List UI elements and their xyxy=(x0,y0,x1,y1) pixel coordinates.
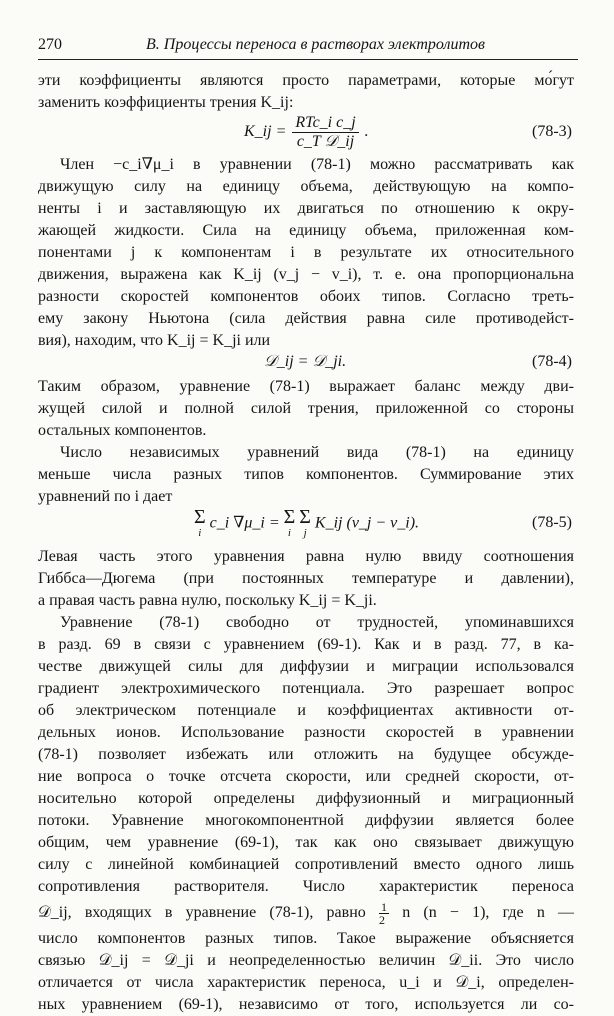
text-line: (78-1) позволяет избежать или отложить на будущее обсужде- xyxy=(38,746,574,763)
equation-78-4 xyxy=(38,352,574,376)
sum-glyph: Σ xyxy=(283,506,296,528)
equation-fraction xyxy=(292,114,358,151)
text-line: потоки. Уравнение многокомпонентной диффузии является более xyxy=(38,812,574,829)
text-line: уравнений по i дает xyxy=(38,488,173,505)
text-line: разности скоростей компонентов обоих типов. Согласно треть- xyxy=(38,288,574,305)
text-line: дельных ионов. Использование разности скоростей в уравнении xyxy=(38,724,574,741)
equation-number: (78-5) xyxy=(532,514,572,531)
text-line: об электрическом потенциале и коэффициентах активности от- xyxy=(38,702,574,719)
text-line: отличается от числа характеристик переноса, u_i и 𝒟_i, определен- xyxy=(38,974,574,991)
equation-number: (78-4) xyxy=(532,353,572,370)
equation-term: c_i ∇μ_i = xyxy=(209,514,280,532)
sum-symbol xyxy=(194,508,206,540)
fraction-numerator: 1 xyxy=(380,899,387,914)
text-line: общим, чем уравнение (69-1), так как оно связывает движущую xyxy=(38,834,574,851)
sum-index: j xyxy=(303,527,307,539)
sum-index: i xyxy=(198,527,202,539)
text-line: Левая часть этого уравнения равна нулю ввиду соотношения xyxy=(38,548,574,565)
text-line: честве движущей силы для диффузии и миграции использовался xyxy=(38,658,574,675)
page-number: 270 xyxy=(38,36,62,53)
text-line: ных уравнением (69-1), независимо от того, используется ли со- xyxy=(38,996,574,1013)
text-line: заменить коэффициенты трения K_ij: xyxy=(38,94,294,111)
text-line: жущей силой и полной силой трения, приложенной со стороны xyxy=(38,400,574,417)
text-fragment: n (n − 1), где n — xyxy=(402,904,575,921)
text-line: силу с линейной комбинацией сопротивлений вместо одного лишь xyxy=(38,856,574,873)
equation-term: K_ij (v_j − v_i). xyxy=(314,514,420,532)
text-line: меньше числа разных типов компонентов. Суммирование этих xyxy=(38,466,574,483)
text-line: понентами j к компонентам i в результате их относительного xyxy=(38,244,574,261)
running-header xyxy=(38,34,578,56)
sum-symbol xyxy=(284,508,296,540)
header-rule xyxy=(38,59,578,60)
text-line: Таким образом, уравнение (78-1) выражает баланс между дви- xyxy=(38,378,574,395)
text-line: число компонентов разных типов. Такое выражение объясняется xyxy=(38,930,574,947)
text-line: а правая часть равна нулю, поскольку K_ij = K_ji. xyxy=(38,592,377,609)
page-body xyxy=(38,70,574,1016)
equation-formula xyxy=(194,508,419,540)
sum-symbol xyxy=(299,508,311,540)
text-line: градиент электрохимического потенциала. Это разрешает вопрос xyxy=(38,680,574,697)
text-line: Член −c_i∇μ_i в уравнении (78-1) можно рассматривать как xyxy=(60,156,574,173)
fraction-numerator: RTc_i c_j xyxy=(292,114,358,133)
text-line: ненты i и заставляющую их двигаться по отношению к окру- xyxy=(38,200,574,217)
equation-lhs: K_ij = xyxy=(244,123,287,141)
equation-period: . xyxy=(364,123,369,141)
text-line: Гиббса—Дюгема (при постоянных температуре и давлении), xyxy=(38,570,574,587)
text-line: эти коэффициенты являются просто параметрами, которые мо́гут xyxy=(38,72,574,89)
equation-78-3 xyxy=(38,114,574,154)
sum-glyph: Σ xyxy=(299,506,311,528)
text-line: связью 𝒟_ij = 𝒟_ji и неопределенностью величин 𝒟_ii. Это число xyxy=(38,952,574,969)
text-line: движения, выражена как K_ij (v_j − v_i), т. е. она пропорциональна xyxy=(38,266,574,283)
text-line: вия), находим, что K_ij = K_ji или xyxy=(38,332,271,349)
text-fragment: 𝒟_ij, входящих в уравнение (78-1), равно xyxy=(38,904,366,921)
running-title: В. Процессы переноса в растворах электролитов xyxy=(146,36,485,53)
text-line: ние вопроса о точке отсчета скорости, или средней скорости, от- xyxy=(38,768,574,785)
text-line-with-fraction xyxy=(38,898,574,928)
text-line: в разд. 69 в связи с уравнением (69-1). Как и в разд. 77, в ка- xyxy=(38,636,574,653)
sum-index: i xyxy=(287,527,291,539)
equation-78-5 xyxy=(38,508,574,546)
fraction-denominator: c_T 𝒟_ij xyxy=(296,133,355,150)
text-line: ему закону Ньютона (сила действия равна силе противодейст- xyxy=(38,310,574,327)
text-line: жающей жидкости. Сила на единицу объема, приложенная ком- xyxy=(38,222,574,239)
text-line: Число независимых уравнений вида (78-1) на единицу xyxy=(60,444,574,461)
text-line: сопротивления растворителя. Число характеристик переноса xyxy=(38,878,574,895)
equation-number: (78-3) xyxy=(532,123,572,140)
equation-formula xyxy=(244,114,369,151)
inline-fraction xyxy=(379,901,389,926)
equation-formula: 𝒟_ij = 𝒟_ji. xyxy=(264,353,347,370)
sum-glyph: Σ xyxy=(194,506,206,528)
text-line: Уравнение (78-1) свободно от трудностей, упоминавшихся xyxy=(60,614,574,631)
text-line: носительно которой определены диффузионный и миграционный xyxy=(38,790,574,807)
fraction-denominator: 2 xyxy=(378,912,385,927)
text-line: движущую силу на единицу объема, действующую на компо- xyxy=(38,178,574,195)
text-line: остальных компонентов. xyxy=(38,422,207,439)
